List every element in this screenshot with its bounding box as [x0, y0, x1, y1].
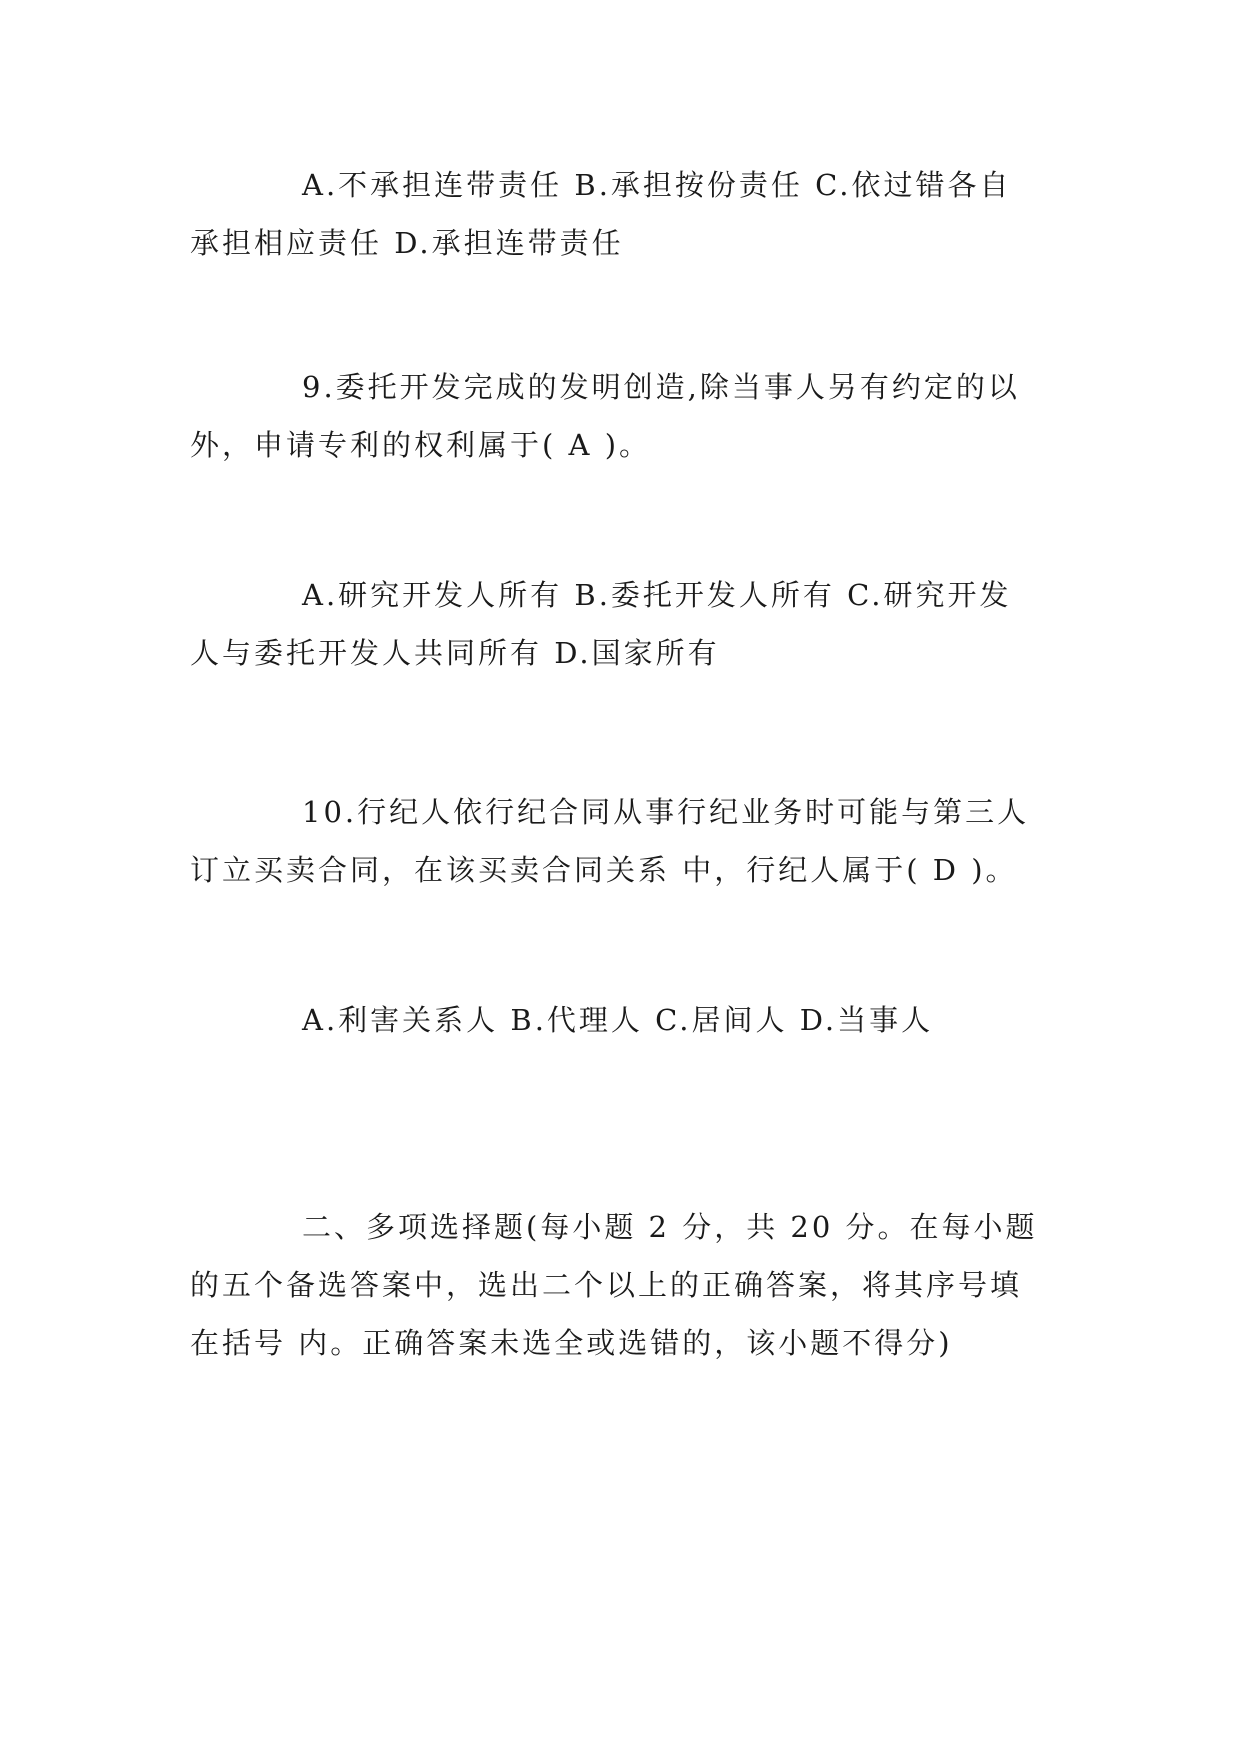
text-line: A.不承担连带责任 B.承担按份责任 C.依过错各自 — [302, 168, 1012, 202]
text-line: A.研究开发人所有 B.委托开发人所有 C.研究开发 — [302, 578, 1012, 612]
section-2-heading-paragraph — [190, 1198, 1050, 1372]
text-line: 订立买卖合同，在该买卖合同关系 中，行纪人属于( D )。 — [190, 853, 1018, 887]
q8-options-paragraph — [190, 156, 1050, 272]
text-line: 承担相应责任 D.承担连带责任 — [190, 226, 624, 260]
text-line: 的五个备选答案中，选出二个以上的正确答案，将其序号填 — [190, 1268, 1023, 1302]
text-line: 人与委托开发人共同所有 D.国家所有 — [190, 636, 720, 670]
q10-options-paragraph — [190, 991, 1050, 1049]
text-line: 外，申请专利的权利属于( A )。 — [190, 428, 652, 462]
q9-question-paragraph — [190, 358, 1050, 474]
text-line: 二、多项选择题(每小题 2 分，共 20 分。在每小题 — [302, 1210, 1038, 1244]
text-line: A.利害关系人 B.代理人 C.居间人 D.当事人 — [302, 1003, 934, 1037]
text-line: 10.行纪人依行纪合同从事行纪业务时可能与第三人 — [302, 795, 1030, 829]
q10-question-paragraph — [190, 783, 1050, 899]
q9-options-paragraph — [190, 566, 1050, 682]
text-line: 9.委托开发完成的发明创造,除当事人另有约定的以 — [302, 370, 1020, 404]
text-line: 在括号 内。正确答案未选全或选错的，该小题不得分) — [190, 1326, 953, 1360]
